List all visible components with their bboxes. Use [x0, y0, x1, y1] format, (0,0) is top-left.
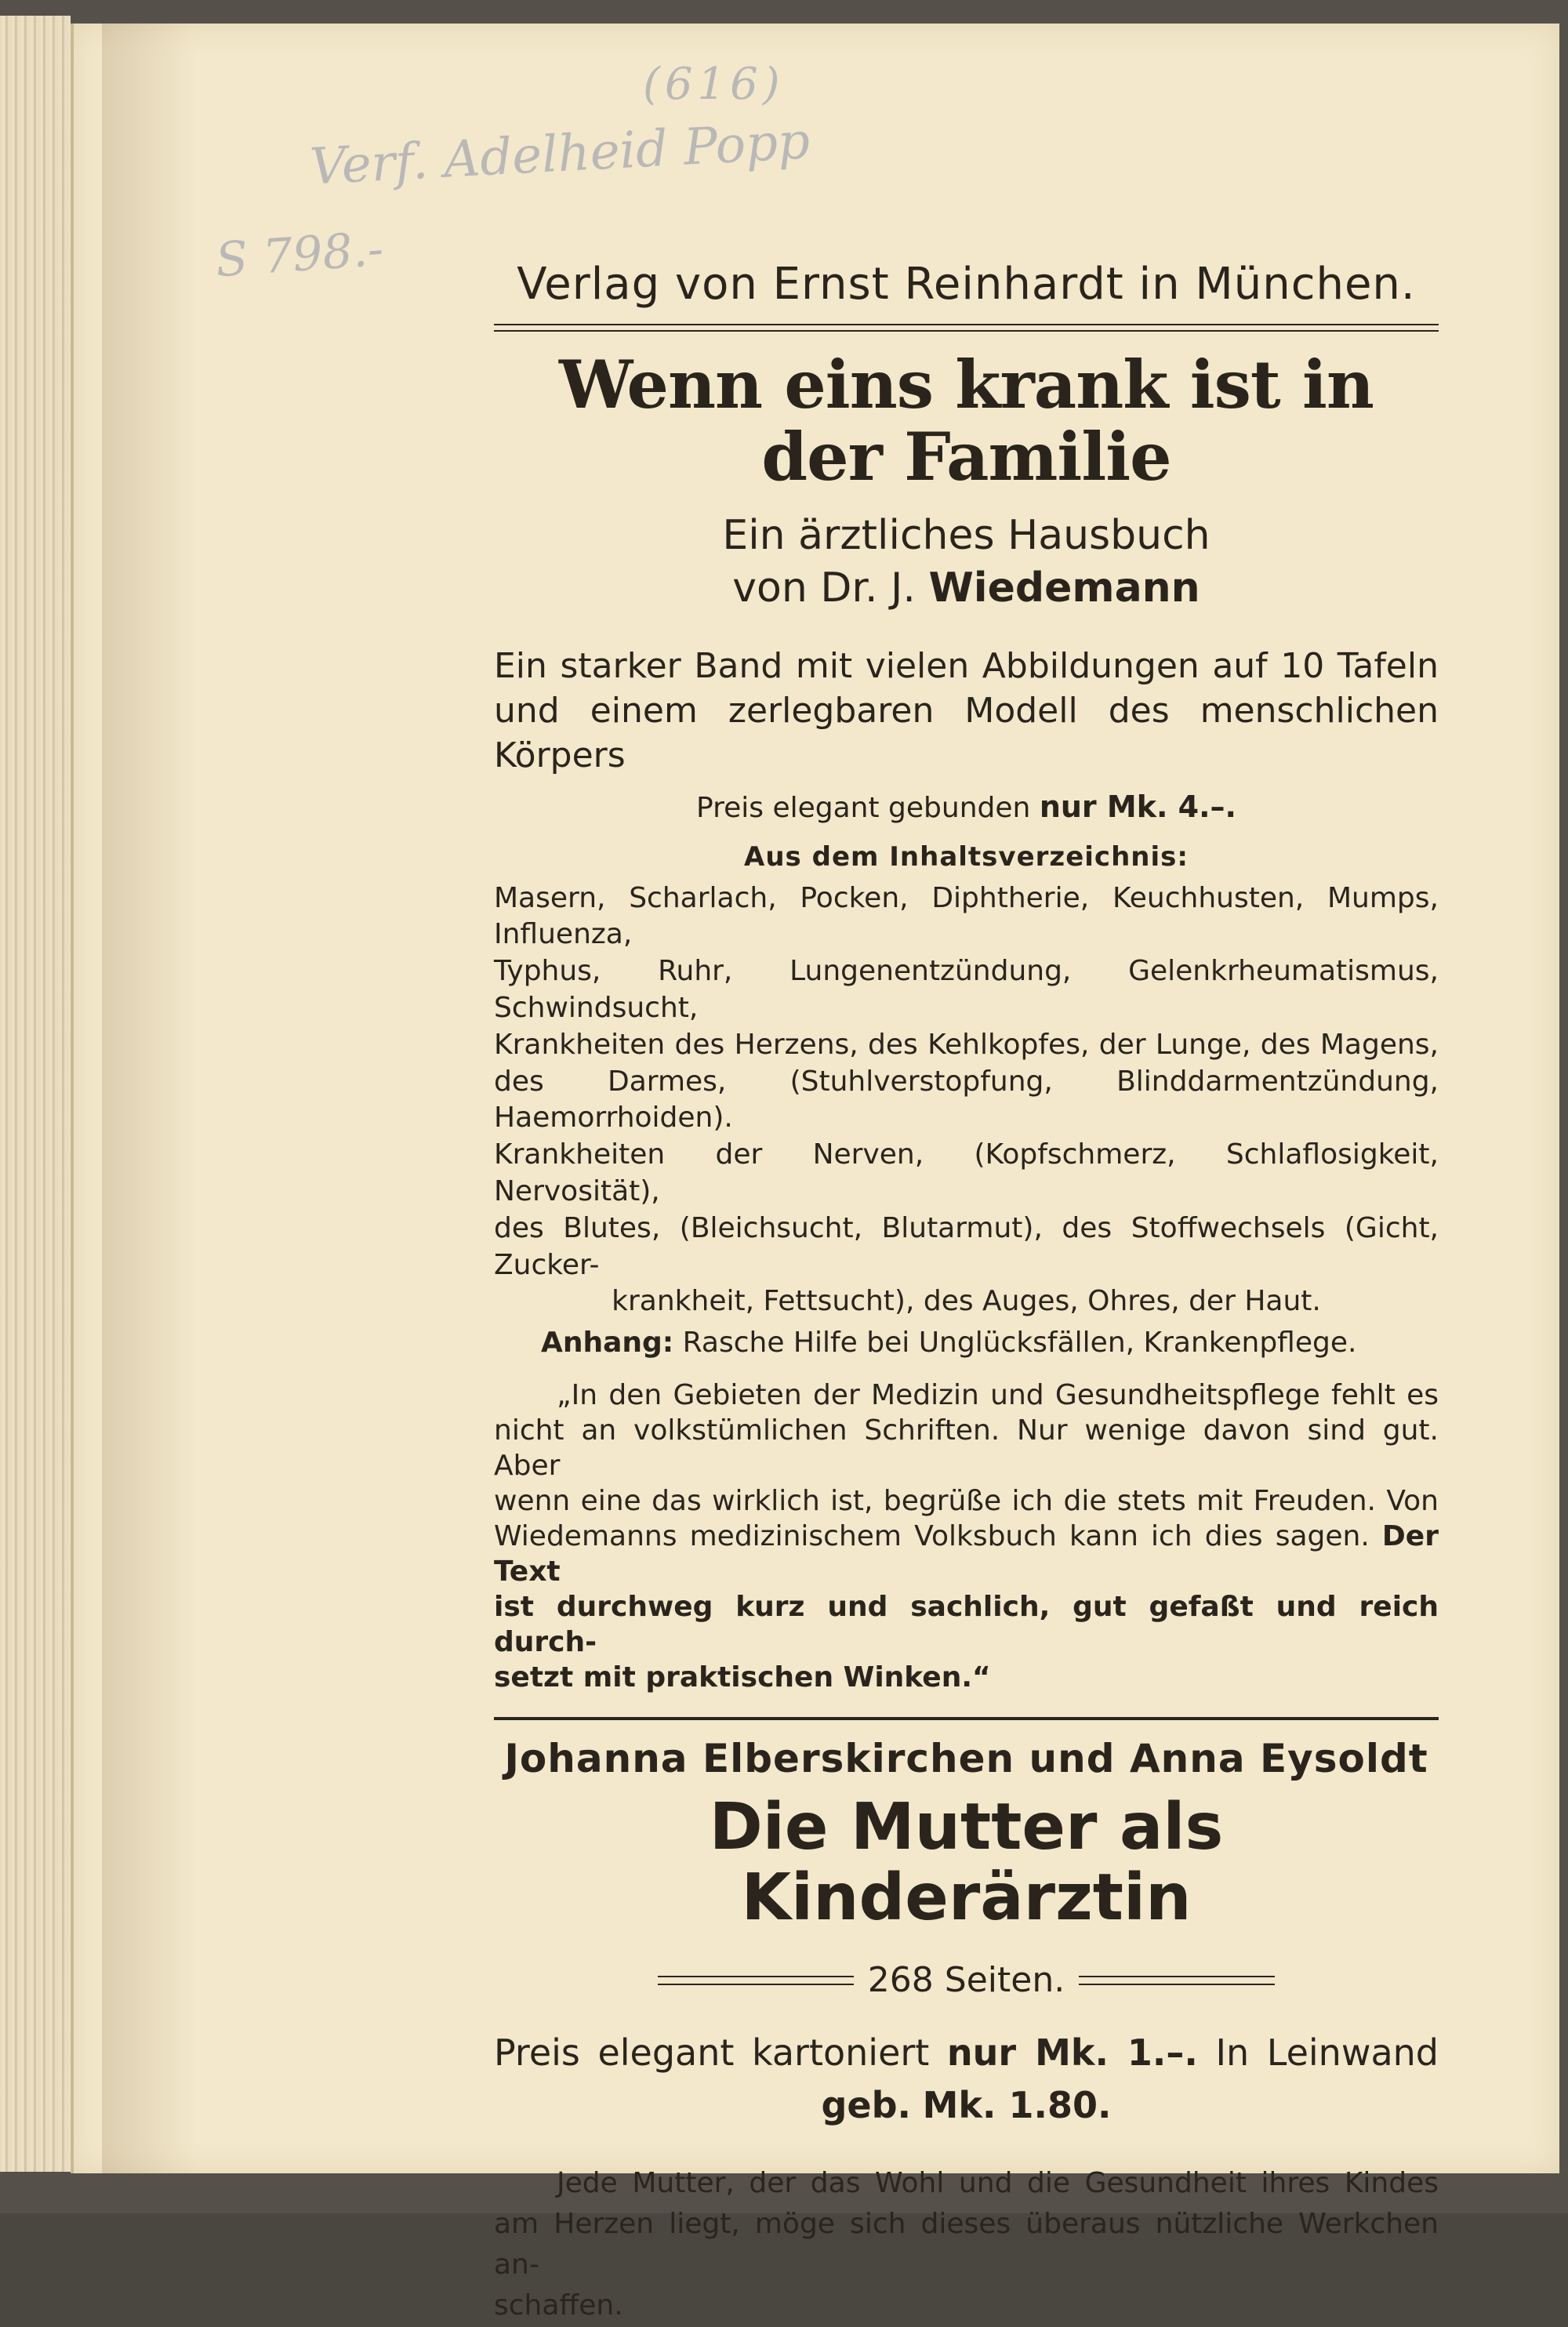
- section-divider: [494, 1717, 1439, 1720]
- gutter-shadow: [102, 24, 196, 2173]
- book-authors-2: Johanna Elberskirchen und Anna Eysoldt: [504, 1736, 1428, 1782]
- closing-text: [494, 2163, 1439, 2327]
- author-name: Wiedemann: [928, 565, 1200, 612]
- description-line: und einem zerlegbaren Modell des menschlichen Körpers: [494, 691, 1439, 776]
- publisher-line: Verlag von Ernst Reinhardt in München.: [517, 259, 1416, 310]
- review-quote: [494, 1378, 1439, 1695]
- price-value: nur Mk. 1.–.: [946, 2031, 1198, 2075]
- toc-line: Masern, Scharlach, Pocken, Diphtherie, Keuchhusten, Mumps, Influenza,: [494, 881, 1439, 951]
- bound-value: Mk. 1.80.: [922, 2084, 1112, 2127]
- book-subtitle-1: Ein ärztliches Hausbuch: [722, 511, 1210, 559]
- price-value: nur Mk. 4.–.: [1039, 789, 1236, 824]
- toc-line: Krankheiten der Nerven, (Kopfschmerz, Schlaflosigkeit, Nervosität),: [494, 1138, 1439, 1207]
- book-description-1: [494, 644, 1439, 779]
- quote-line: [494, 1519, 1439, 1589]
- toc-list: [494, 880, 1439, 1321]
- book-title-1: Wenn eins krank ist in der Familie: [559, 346, 1374, 496]
- description-line: Ein starker Band mit vielen Abbildungen auf 10 Tafeln: [494, 645, 1439, 686]
- quote-line: setzt mit praktischen Winken.“: [494, 1661, 991, 1694]
- quote-line: nicht an volkstümlichen Schriften. Nur wenige davon sind gut. Aber: [494, 1414, 1439, 1483]
- book-price-2: [494, 2027, 1439, 2131]
- appendix-label: Anhang:: [541, 1327, 674, 1360]
- toc-line: krankheit, Fettsucht), des Auges, Ohres, der Haut.: [612, 1285, 1321, 1318]
- appendix-line: [494, 1327, 1439, 1359]
- toc-line: des Blutes, (Bleichsucht, Blutarmut), des Stoffwechsels (Gicht, Zucker-: [494, 1211, 1439, 1281]
- quote-line-text: Wiedemanns medizinischem Volksbuch kann ich dies sagen.: [494, 1520, 1370, 1553]
- quote-bold-tail: Der Text: [494, 1520, 1439, 1588]
- toc-line: Krankheiten des Herzens, des Kehlkopfes, der Lunge, des Magens,: [494, 1028, 1439, 1061]
- linen-label: In Leinwand: [1215, 2031, 1439, 2075]
- book-author-1: [494, 562, 1439, 615]
- bound-label: geb.: [821, 2084, 912, 2127]
- pencil-catalog-number: (616): [643, 59, 785, 110]
- decorative-double-bar: [1079, 1976, 1275, 1985]
- quote-line: wenn eine das wirklich ist, begrüße ich die stets mit Freuden. Von: [494, 1485, 1439, 1518]
- toc-heading: Aus dem Inhaltsverzeichnis:: [744, 840, 1189, 873]
- pencil-price-note: S 798.-: [213, 221, 386, 289]
- price-line-1: [494, 2027, 1439, 2079]
- book-price-1: [494, 790, 1439, 824]
- appendix-text: Rasche Hilfe bei Unglücksfällen, Krankenpflege.: [682, 1327, 1357, 1360]
- toc-line: Typhus, Ruhr, Lungenentzündung, Gelenkrheumatismus, Schwindsucht,: [494, 955, 1439, 1024]
- price-label: Preis elegant gebunden: [696, 791, 1031, 824]
- closing-line: am Herzen liegt, möge sich dieses überaus nützliche Werkchen an-: [494, 2208, 1439, 2282]
- double-rule: [494, 324, 1439, 332]
- advertisement-content: [494, 259, 1439, 2327]
- book-title-2: Die Mutter als Kinderärztin: [709, 1790, 1224, 1936]
- closing-line: schaffen.: [494, 2289, 623, 2322]
- quote-line: „In den Gebieten der Medizin und Gesundheitspflege fehlt es: [557, 1379, 1439, 1412]
- pencil-author-note: Verf. Adelheid Popp: [308, 112, 811, 197]
- author-prefix: von Dr. J.: [732, 565, 916, 612]
- decorative-double-bar: [658, 1976, 854, 1985]
- page-count: 268 Seiten.: [867, 1960, 1065, 2001]
- price-label: Preis elegant kartoniert: [494, 2031, 930, 2075]
- toc-line: des Darmes, (Stuhlverstopfung, Blinddarmentzündung, Haemorrhoiden).: [494, 1065, 1439, 1134]
- page-edges: [0, 16, 71, 2172]
- price-line-2: [494, 2079, 1439, 2132]
- quote-line: ist durchweg kurz und sachlich, gut gefaßt und reich durch-: [494, 1591, 1439, 1659]
- page-count-row: [494, 1960, 1439, 2000]
- closing-line: Jede Mutter, der das Wohl und die Gesundheit ihres Kindes: [557, 2166, 1439, 2199]
